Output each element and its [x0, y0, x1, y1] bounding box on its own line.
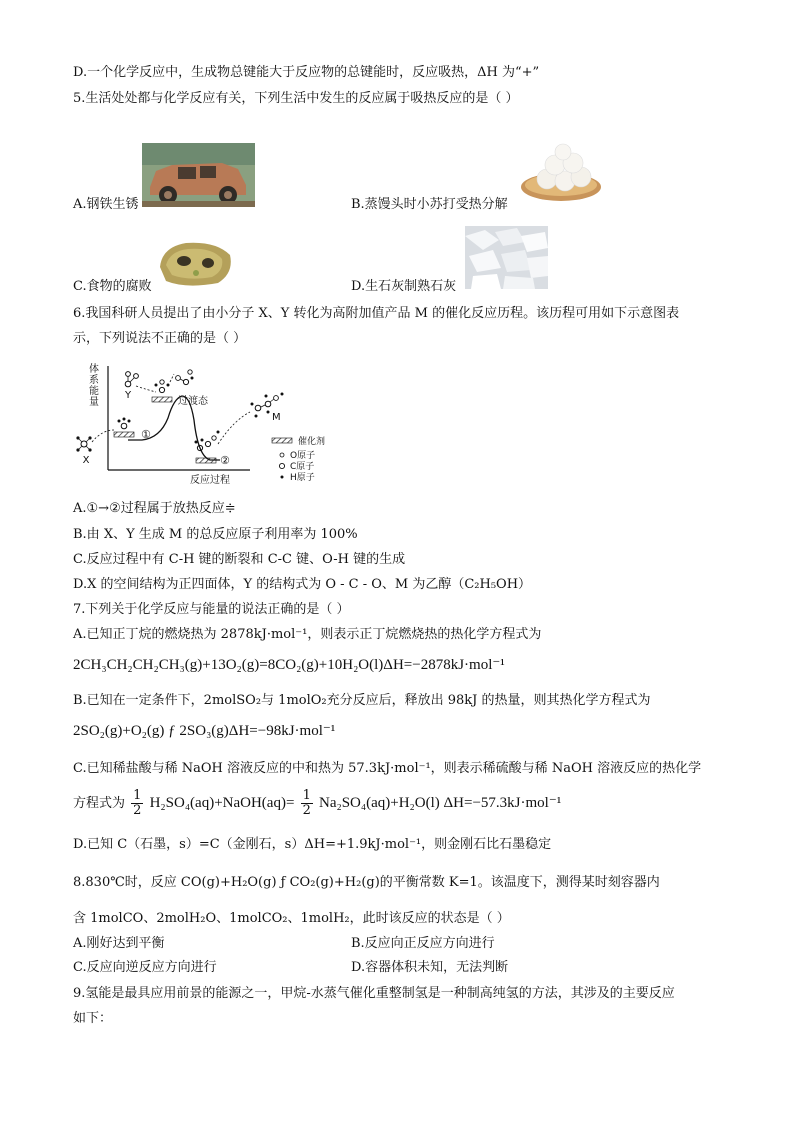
q5-option-a: A.钢铁生锈 — [73, 197, 139, 212]
q4-option-d: D.一个化学反应中，生成物总键能大于反应物的总键能时，反应吸热，ΔH 为“+” — [73, 65, 540, 80]
half-den-1: 2 — [133, 803, 142, 818]
q8-option-a: A.刚好达到平衡 — [73, 936, 165, 951]
q5-option-c: C.食物的腐败 — [73, 279, 152, 294]
diagram-ylabel-4: 量 — [89, 397, 99, 408]
q7-stem: 7.下列关于化学反应与能量的说法正确的是（ ） — [73, 602, 350, 617]
q8-option-c: C.反应向逆反应方向进行 — [73, 960, 217, 975]
q8-stem-line2: 含 1molCO、2molH₂O、1molCO₂、1molH₂，此时该反应的状态是（ ） — [73, 911, 510, 926]
q5-option-b: B.蒸馒头时小苏打受热分解 — [351, 197, 508, 212]
rusty-car-image — [142, 143, 255, 207]
q6-stem-line2: 示，下列说法不正确的是（ ） — [73, 331, 247, 346]
adsorbed-m-icon — [195, 431, 220, 451]
adsorbed-x-icon — [118, 418, 131, 429]
half-den-2: 2 — [302, 803, 311, 818]
catalyst-plate-1 — [114, 432, 134, 437]
q7-c-eq-part-a: H₂SO₄(aq)+NaOH(aq)= — [149, 795, 295, 811]
molecule-x-icon — [76, 436, 91, 451]
q6-option-c: C.反应过程中有 C-H 键的断裂和 C-C 键、O-H 键的生成 — [73, 552, 406, 567]
legend-o-swatch — [280, 453, 284, 457]
diagram-ylabel-1: 体 — [89, 364, 99, 375]
q6-option-b: B.由 X、Y 生成 M 的总反应原子利用率为 100% — [73, 527, 358, 542]
q6-stem-line1: 6.我国科研人员提出了由小分子 X、Y 转化为高附加值产品 M 的催化反应历程。该历程可用如下示意图表 — [73, 306, 680, 321]
q7-option-b-line1: B.已知在一定条件下，2molSO₂与 1molO₂充分反应后，释放出 98kJ 的热量，则其热化学方程式为 — [73, 693, 651, 708]
diagram-xlabel: 反应过程 — [190, 475, 230, 486]
step-1-label: ① — [141, 428, 151, 441]
transition-state-molecule-icon — [155, 380, 170, 393]
q7-option-c-line1: C.已知稀盐酸与稀 NaOH 溶液反应的中和热为 57.3kJ·mol⁻¹，则表示稀硫酸与稀 NaOH 溶液反应的热化学 — [73, 761, 702, 776]
q9-stem-line2: 如下： — [73, 1011, 113, 1026]
q7-c-eq-part-b: Na₂SO₄(aq)+H₂O(l) ΔH=−57.3kJ·mol⁻¹ — [318, 795, 562, 811]
catalyst-plate-ts — [152, 397, 172, 402]
q5-option-d: D.生石灰制熟石灰 — [351, 279, 457, 294]
q9-stem-line1: 9.氢能是最具应用前景的能源之一，甲烷-水蒸气催化重整制氢是一种制高纯氢的方法，其涉及的主要反应 — [73, 986, 675, 1001]
half-num-1: 1 — [133, 788, 142, 803]
q8-option-b: B.反应向正反应方向进行 — [351, 936, 495, 951]
transition-state-label: 过渡态 — [178, 396, 208, 407]
molecule-m-label: M — [272, 412, 281, 423]
legend-h-swatch — [281, 476, 284, 479]
q7-option-a-line1: A.已知正丁烷的燃烧热为 2878kJ·mol⁻¹，则表示正丁烷燃烧热的热化学方程式为 — [73, 627, 542, 642]
legend-o: O原子 — [290, 451, 316, 461]
q6-option-d: D.X 的空间结构为正四面体，Y 的结构式为 O - C - O、M 为乙醇（C₂H₅OH） — [73, 577, 532, 592]
q5-stem: 5.生活处处都与化学反应有关，下列生活中发生的反应属于吸热反应的是（ ） — [73, 91, 519, 106]
diagram-ylabel-3: 能 — [89, 386, 99, 397]
q7-c-prefix: 方程式为 — [73, 796, 126, 811]
q7-option-d: D.已知 C（石墨，s）=C（金刚石，s）ΔH=+1.9kJ·mol⁻¹，则金刚石比石墨稳定 — [73, 837, 552, 852]
legend-c-swatch — [279, 463, 284, 468]
product-desorb-icon — [176, 370, 194, 385]
legend-catalyst: 催化剂 — [298, 437, 326, 447]
half-num-2: 1 — [302, 788, 311, 803]
legend-catalyst-swatch — [272, 438, 292, 443]
q7-option-c-line2 — [73, 786, 561, 821]
quicklime-image — [465, 226, 548, 289]
legend-c: C原子 — [290, 462, 315, 472]
molecule-x-label: X — [82, 455, 90, 466]
legend-h: H原子 — [290, 473, 315, 483]
q7-option-b-equation: 2SO₂(g)+O₂(g) ƒ 2SO₃(g)ΔH=−98kJ·mol⁻¹ — [73, 723, 336, 739]
molecule-y-label: Y — [124, 390, 132, 401]
reaction-energy-diagram — [70, 360, 360, 490]
step-2-label: ② — [220, 454, 230, 467]
q8-stem-line1: 8.830℃时，反应 CO(g)+H₂O(g) ƒ CO₂(g)+H₂(g)的平衡常数 K=1。该温度下，测得某时刻容器内 — [73, 875, 660, 890]
half-fraction-1 — [131, 789, 143, 818]
steamed-buns-image — [519, 143, 603, 203]
half-fraction-2 — [301, 789, 313, 818]
diagram-ylabel-2: 系 — [89, 375, 99, 386]
catalyst-plate-2 — [196, 458, 216, 463]
q7-option-a-equation: 2CH₃CH₂CH₂CH₃(g)+13O₂(g)=8CO₂(g)+10H₂O(l)ΔH=−2878kJ·mol⁻¹ — [73, 657, 505, 673]
rotten-food-image — [156, 237, 234, 289]
molecule-y-icon — [125, 372, 138, 387]
q6-option-a: A.①→②过程属于放热反应≑ — [73, 501, 236, 516]
q8-option-d: D.容器体积未知，无法判断 — [351, 960, 509, 975]
